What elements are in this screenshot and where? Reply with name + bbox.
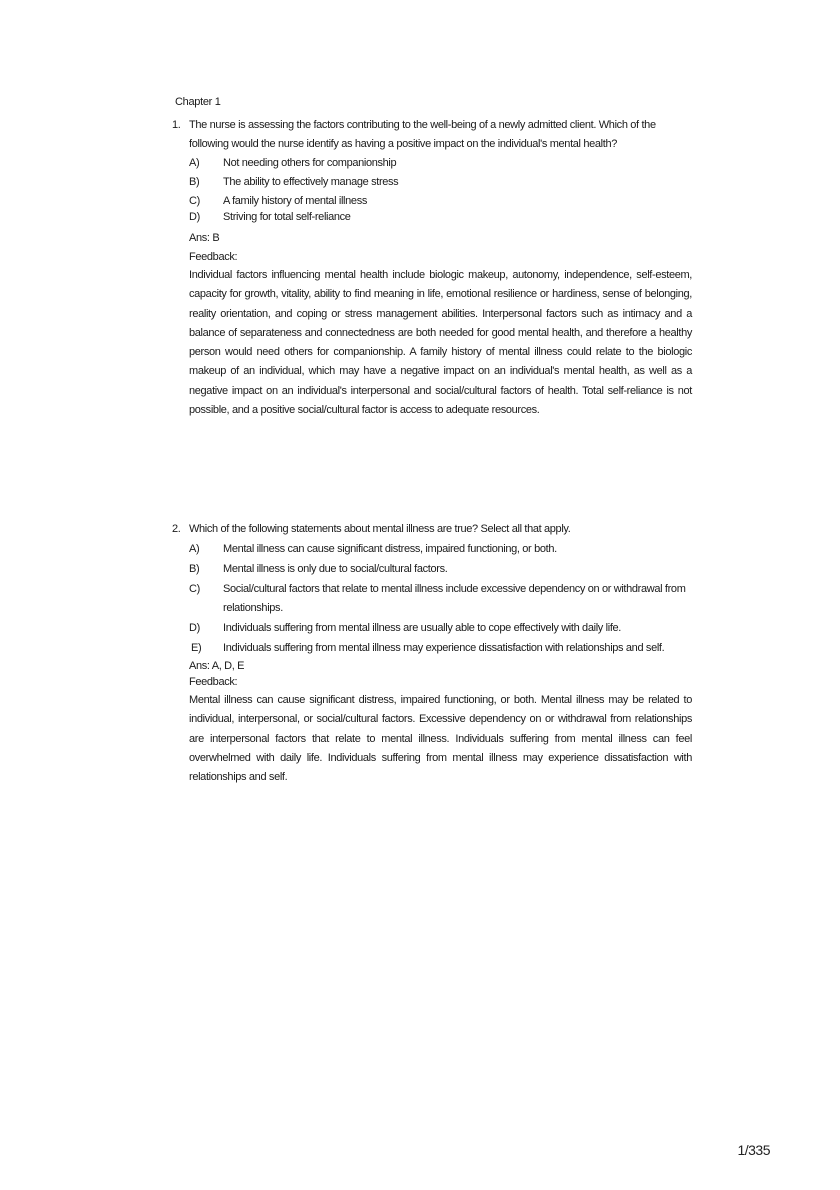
feedback-text: Mental illness can cause significant distress, impaired functioning, or both. Mental illness may be related to individual, interpersonal, or social/cultural factors. Excessive dependency on or withdrawal from relationships are interpersonal factors that relate to mental illness. Individuals suffering from mental illness can feel overwhelmed with daily life. Individuals suffering from mental illness may experience dissatisfaction with relationships and self.	[189, 694, 692, 784]
question-text: Which of the following statements about mental illness are true? Select all that apply.	[189, 523, 571, 535]
question-1	[172, 116, 692, 420]
answer-option	[172, 173, 692, 192]
feedback-label: Feedback:	[189, 251, 238, 263]
option-text: Individuals suffering from mental illness are usually able to cope effectively with daily life.	[223, 622, 622, 634]
answer-option	[172, 619, 692, 638]
question-number: 2.	[172, 523, 181, 535]
option-letter: B)	[189, 563, 200, 575]
answer-key: Ans: A, D, E	[189, 660, 245, 672]
option-text: The ability to effectively manage stress	[223, 176, 399, 188]
question-stem	[172, 520, 692, 539]
answer-option	[172, 560, 692, 579]
option-text: Social/cultural factors that relate to mental illness include excessive dependency on or withdrawal from relationships.	[223, 583, 686, 614]
question-stem	[172, 116, 692, 154]
question-text: The nurse is assessing the factors contributing to the well-being of a newly admitted client. Which of the following would the nurse identify as having a positive impact on the individual's mental health?	[189, 119, 656, 150]
option-text: Not needing others for companionship	[223, 157, 397, 169]
question-number: 1.	[172, 119, 181, 131]
answer-option	[172, 639, 692, 658]
answer-option	[172, 580, 692, 618]
page-number: 1/335	[737, 1142, 770, 1158]
answer-option	[172, 193, 692, 210]
option-letter: A)	[189, 543, 200, 555]
answer-options	[172, 154, 692, 225]
option-text: A family history of mental illness	[223, 195, 367, 207]
option-letter: C)	[189, 195, 200, 207]
feedback-text: Individual factors influencing mental health include biologic makeup, autonomy, independence, self-esteem, capacity for growth, vitality, ability to find meaning in life, emotional resilience or hardiness, sense of belonging, reality orientation, and coping or stress management abilities. Interpersonal factors such as intimacy and a balance of separateness and connectedness are both needed for good mental health, and therefore a healthy person would need others for companionship. A family history of mental illness could relate to the biologic makeup of an individual, which may have a negative impact on an individual's mental health, as well as a negative impact on an individual's interpersonal and social/cultural factors of health. Total self-reliance is not possible, and a positive social/cultural factor is access to adequate resources.	[189, 269, 692, 417]
question-2	[172, 520, 692, 787]
option-text: Mental illness can cause significant distress, impaired functioning, or both.	[223, 543, 557, 555]
feedback-label: Feedback:	[189, 676, 238, 688]
answer-options	[172, 540, 692, 658]
answer-option	[172, 154, 692, 173]
option-text: Individuals suffering from mental illness may experience dissatisfaction with relationships and self.	[223, 642, 665, 654]
option-text: Mental illness is only due to social/cultural factors.	[223, 563, 448, 575]
option-letter: D)	[189, 622, 200, 634]
option-letter: B)	[189, 176, 200, 188]
option-letter: E)	[191, 642, 202, 654]
answer-key: Ans: B	[189, 232, 220, 244]
option-letter: A)	[189, 157, 200, 169]
answer-option	[172, 210, 692, 225]
chapter-title: Chapter 1	[175, 96, 221, 108]
option-text: Striving for total self-reliance	[223, 211, 351, 223]
answer-option	[172, 540, 692, 559]
option-letter: D)	[189, 211, 200, 223]
option-letter: C)	[189, 583, 200, 595]
